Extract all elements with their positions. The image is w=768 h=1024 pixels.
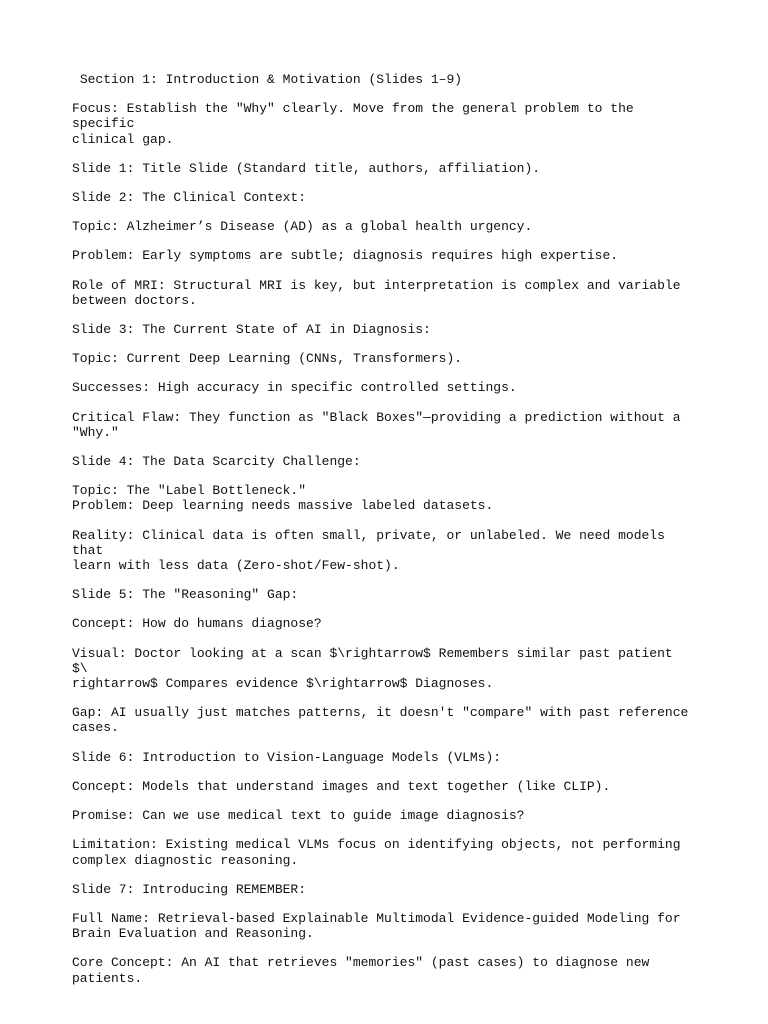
text-line: Problem: Early symptoms are subtle; diagnosis requires high expertise. — [72, 248, 619, 264]
paragraph — [72, 955, 696, 985]
paragraph — [72, 528, 696, 574]
text-line: Concept: Models that understand images and text together (like CLIP). — [72, 778, 611, 794]
text-line: Slide 5: The "Reasoning" Gap: — [72, 587, 299, 603]
paragraph — [72, 351, 696, 366]
text-line: Slide 6: Introduction to Vision-Language Models (VLMs): — [72, 749, 502, 765]
text-line: cases. — [72, 720, 119, 736]
paragraph — [72, 911, 696, 941]
paragraph — [72, 278, 696, 308]
paragraph — [72, 808, 696, 823]
text-line: learn with less data (Zero-shot/Few-shot). — [72, 558, 400, 574]
document-page — [72, 72, 696, 1000]
paragraph — [72, 882, 696, 897]
text-line: Core Concept: An AI that retrieves "memories" (past cases) to diagnose new — [72, 955, 650, 971]
paragraph — [72, 190, 696, 205]
text-line: Full Name: Retrieval-based Explainable Multimodal Evidence-guided Modeling for — [72, 910, 681, 926]
paragraph — [72, 705, 696, 735]
text-line: patients. — [72, 970, 143, 986]
paragraph — [72, 322, 696, 337]
text-line: Limitation: Existing medical VLMs focus on identifying objects, not performing — [72, 837, 681, 853]
text-line: clinical gap. — [72, 131, 174, 147]
text-line: Gap: AI usually just matches patterns, it doesn't "compare" with past reference — [72, 705, 689, 721]
text-line: Topic: Current Deep Learning (CNNs, Transformers). — [72, 351, 463, 367]
document-body — [72, 72, 696, 986]
text-line: Topic: The "Label Bottleneck." — [72, 483, 307, 499]
text-line: Successes: High accuracy in specific controlled settings. — [72, 380, 517, 396]
text-line: Slide 1: Title Slide (Standard title, authors, affiliation). — [72, 160, 541, 176]
paragraph — [72, 410, 696, 440]
text-line: Critical Flaw: They function as "Black Boxes"—providing a prediction without a — [72, 409, 681, 425]
text-line: Topic: Alzheimer’s Disease (AD) as a global health urgency. — [72, 219, 533, 235]
paragraph — [72, 646, 696, 692]
paragraph — [72, 161, 696, 176]
text-line: Slide 3: The Current State of AI in Diagnosis: — [72, 322, 431, 338]
text-line: Role of MRI: Structural MRI is key, but interpretation is complex and variable — [72, 277, 681, 293]
text-line: Brain Evaluation and Reasoning. — [72, 926, 314, 942]
text-line: Reality: Clinical data is often small, private, or unlabeled. We need models that — [72, 527, 673, 558]
paragraph — [72, 101, 696, 147]
paragraph — [72, 750, 696, 765]
text-line: Section 1: Introduction & Motivation (Slides 1–9) — [72, 72, 463, 87]
paragraph — [72, 587, 696, 602]
text-line: Concept: How do humans diagnose? — [72, 616, 322, 632]
paragraph — [72, 72, 696, 87]
paragraph — [72, 380, 696, 395]
paragraph — [72, 779, 696, 794]
text-line: Visual: Doctor looking at a scan $\rightarrow$ Remembers similar past patient $\ — [72, 645, 681, 676]
paragraph — [72, 248, 696, 263]
text-line: between doctors. — [72, 292, 197, 308]
text-line: "Why." — [72, 424, 119, 440]
paragraph — [72, 219, 696, 234]
text-line: rightarrow$ Compares evidence $\rightarrow$ Diagnoses. — [72, 676, 494, 692]
text-line: complex diagnostic reasoning. — [72, 852, 299, 868]
text-line: Problem: Deep learning needs massive labeled datasets. — [72, 498, 494, 514]
text-line: Slide 2: The Clinical Context: — [72, 190, 307, 206]
text-line: Slide 7: Introducing REMEMBER: — [72, 881, 307, 897]
paragraph — [72, 837, 696, 867]
paragraph — [72, 483, 696, 513]
text-line: Promise: Can we use medical text to guide image diagnosis? — [72, 808, 525, 824]
paragraph — [72, 616, 696, 631]
paragraph — [72, 454, 696, 469]
text-line: Slide 4: The Data Scarcity Challenge: — [72, 454, 361, 470]
text-line: Focus: Establish the "Why" clearly. Move from the general problem to the specific — [72, 101, 642, 132]
